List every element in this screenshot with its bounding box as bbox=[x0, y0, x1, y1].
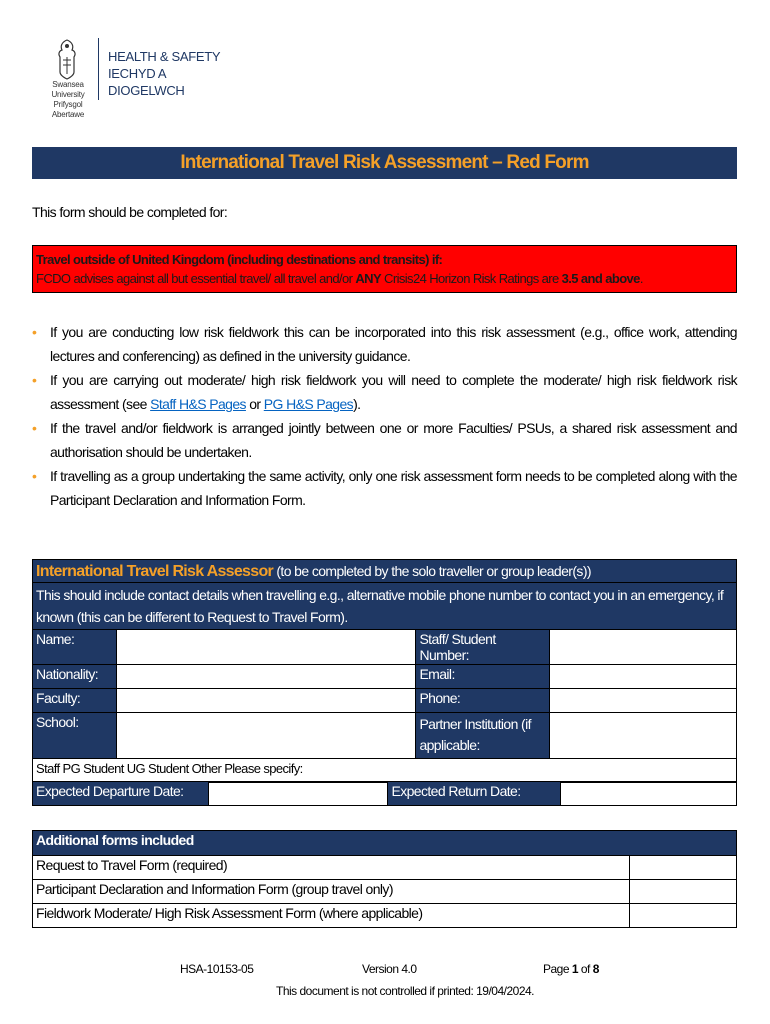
university-name-en: Swansea University bbox=[51, 80, 85, 99]
name-label: Name: bbox=[33, 630, 117, 665]
checkbox-participant-declaration[interactable] bbox=[630, 880, 737, 904]
school-label: School: bbox=[33, 713, 117, 759]
departure-date-field[interactable] bbox=[208, 782, 388, 806]
checkbox-fieldwork-assessment[interactable] bbox=[630, 904, 737, 928]
guidance-item-low-risk: • If you are conducting low risk fieldwork this can be incorporated into this risk assessment (e.g., office work, attending lectures and conferencing) as defined in the university guidance. bbox=[32, 320, 737, 368]
partner-institution-label: Partner Institution (if applicable: bbox=[416, 713, 550, 759]
document-code: HSA-10153-05 bbox=[180, 962, 254, 976]
faculty-field[interactable] bbox=[116, 689, 415, 713]
guidance-list bbox=[32, 320, 737, 512]
university-name bbox=[38, 80, 98, 120]
university-crest-icon bbox=[54, 38, 80, 80]
staff-number-label: Staff/ Student Number: bbox=[416, 630, 550, 665]
document-version: Version 4.0 bbox=[362, 962, 417, 976]
form-item-participant-declaration: Participant Declaration and Information Form (group travel only) bbox=[33, 880, 630, 904]
department-name-en: HEALTH & SAFETY bbox=[108, 49, 221, 64]
departure-date-label: Expected Departure Date: bbox=[33, 782, 209, 806]
return-date-label: Expected Return Date: bbox=[388, 782, 561, 806]
staff-number-field[interactable] bbox=[550, 630, 737, 665]
nationality-label: Nationality: bbox=[33, 665, 117, 689]
nationality-field[interactable] bbox=[116, 665, 415, 689]
red-criteria-box bbox=[32, 245, 737, 293]
assessor-table bbox=[32, 559, 737, 783]
phone-field[interactable] bbox=[550, 689, 737, 713]
guidance-item-joint: • If the travel and/or fieldwork is arranged jointly between one or more Faculties/ PSUs, a shared risk assessment and authorisation should be undertaken. bbox=[32, 416, 737, 464]
university-name-cy: Prifysgol Abertawe bbox=[51, 100, 85, 119]
red-criteria-heading: Travel outside of United Kingdom (including destinations and transits) if: bbox=[36, 252, 443, 267]
phone-label: Phone: bbox=[416, 689, 550, 713]
control-note: This document is not controlled if printed: 19/04/2024. bbox=[276, 984, 535, 998]
red-criteria-detail: FCDO advises against all but essential travel/ all travel and/or ANY Crisis24 Horizon Risk Ratings are 3.5 and above. bbox=[36, 271, 643, 286]
form-title-bar bbox=[32, 147, 737, 179]
form-item-fieldwork-assessment: Fieldwork Moderate/ High Risk Assessment Form (where applicable) bbox=[33, 904, 630, 928]
faculty-label: Faculty: bbox=[33, 689, 117, 713]
department-name-cy: IECHYD A DIOGELWCH bbox=[108, 66, 185, 98]
return-date-field[interactable] bbox=[561, 782, 737, 806]
pg-hs-pages-link[interactable]: PG H&S Pages bbox=[263, 396, 354, 412]
intro-text: This form should be completed for: bbox=[32, 204, 228, 220]
staff-hs-pages-link[interactable]: Staff H&S Pages bbox=[150, 396, 246, 412]
form-title: International Travel Risk Assessment – Red Form bbox=[180, 152, 589, 173]
page-number: Page 1 of 8 bbox=[543, 962, 599, 976]
guidance-item-moderate-risk: • If you are carrying out moderate/ high risk fieldwork you will need to complete the moderate/ high risk fieldwork risk assessment (see Staff H&S Pages or PG H&S Pages). bbox=[32, 368, 737, 416]
checkbox-request-to-travel[interactable] bbox=[630, 856, 737, 880]
form-item-request-to-travel: Request to Travel Form (required) bbox=[33, 856, 630, 880]
name-field[interactable] bbox=[116, 630, 415, 665]
assessor-note: This should include contact details when travelling e.g., alternative mobile phone number to contact you in an emergency, if known (this can be different to Request to Travel Form). bbox=[33, 583, 737, 630]
email-label: Email: bbox=[416, 665, 550, 689]
partner-institution-field[interactable] bbox=[550, 713, 737, 759]
travel-dates-table bbox=[32, 781, 737, 806]
school-field[interactable] bbox=[116, 713, 415, 759]
email-field[interactable] bbox=[550, 665, 737, 689]
additional-forms-table bbox=[32, 830, 737, 928]
assessor-heading: International Travel Risk Assessor (to be completed by the solo traveller or group leader(s)) bbox=[33, 560, 737, 583]
logo-divider bbox=[98, 38, 99, 100]
guidance-item-group: • If travelling as a group undertaking the same activity, only one risk assessment form needs to be completed along with the Participant Declaration and Information Form. bbox=[32, 464, 737, 512]
university-logo bbox=[38, 34, 238, 119]
additional-forms-heading: Additional forms included bbox=[33, 831, 737, 856]
role-selection-row[interactable]: Staff PG Student UG Student Other Please specify: bbox=[33, 759, 737, 783]
department-name bbox=[108, 48, 238, 99]
